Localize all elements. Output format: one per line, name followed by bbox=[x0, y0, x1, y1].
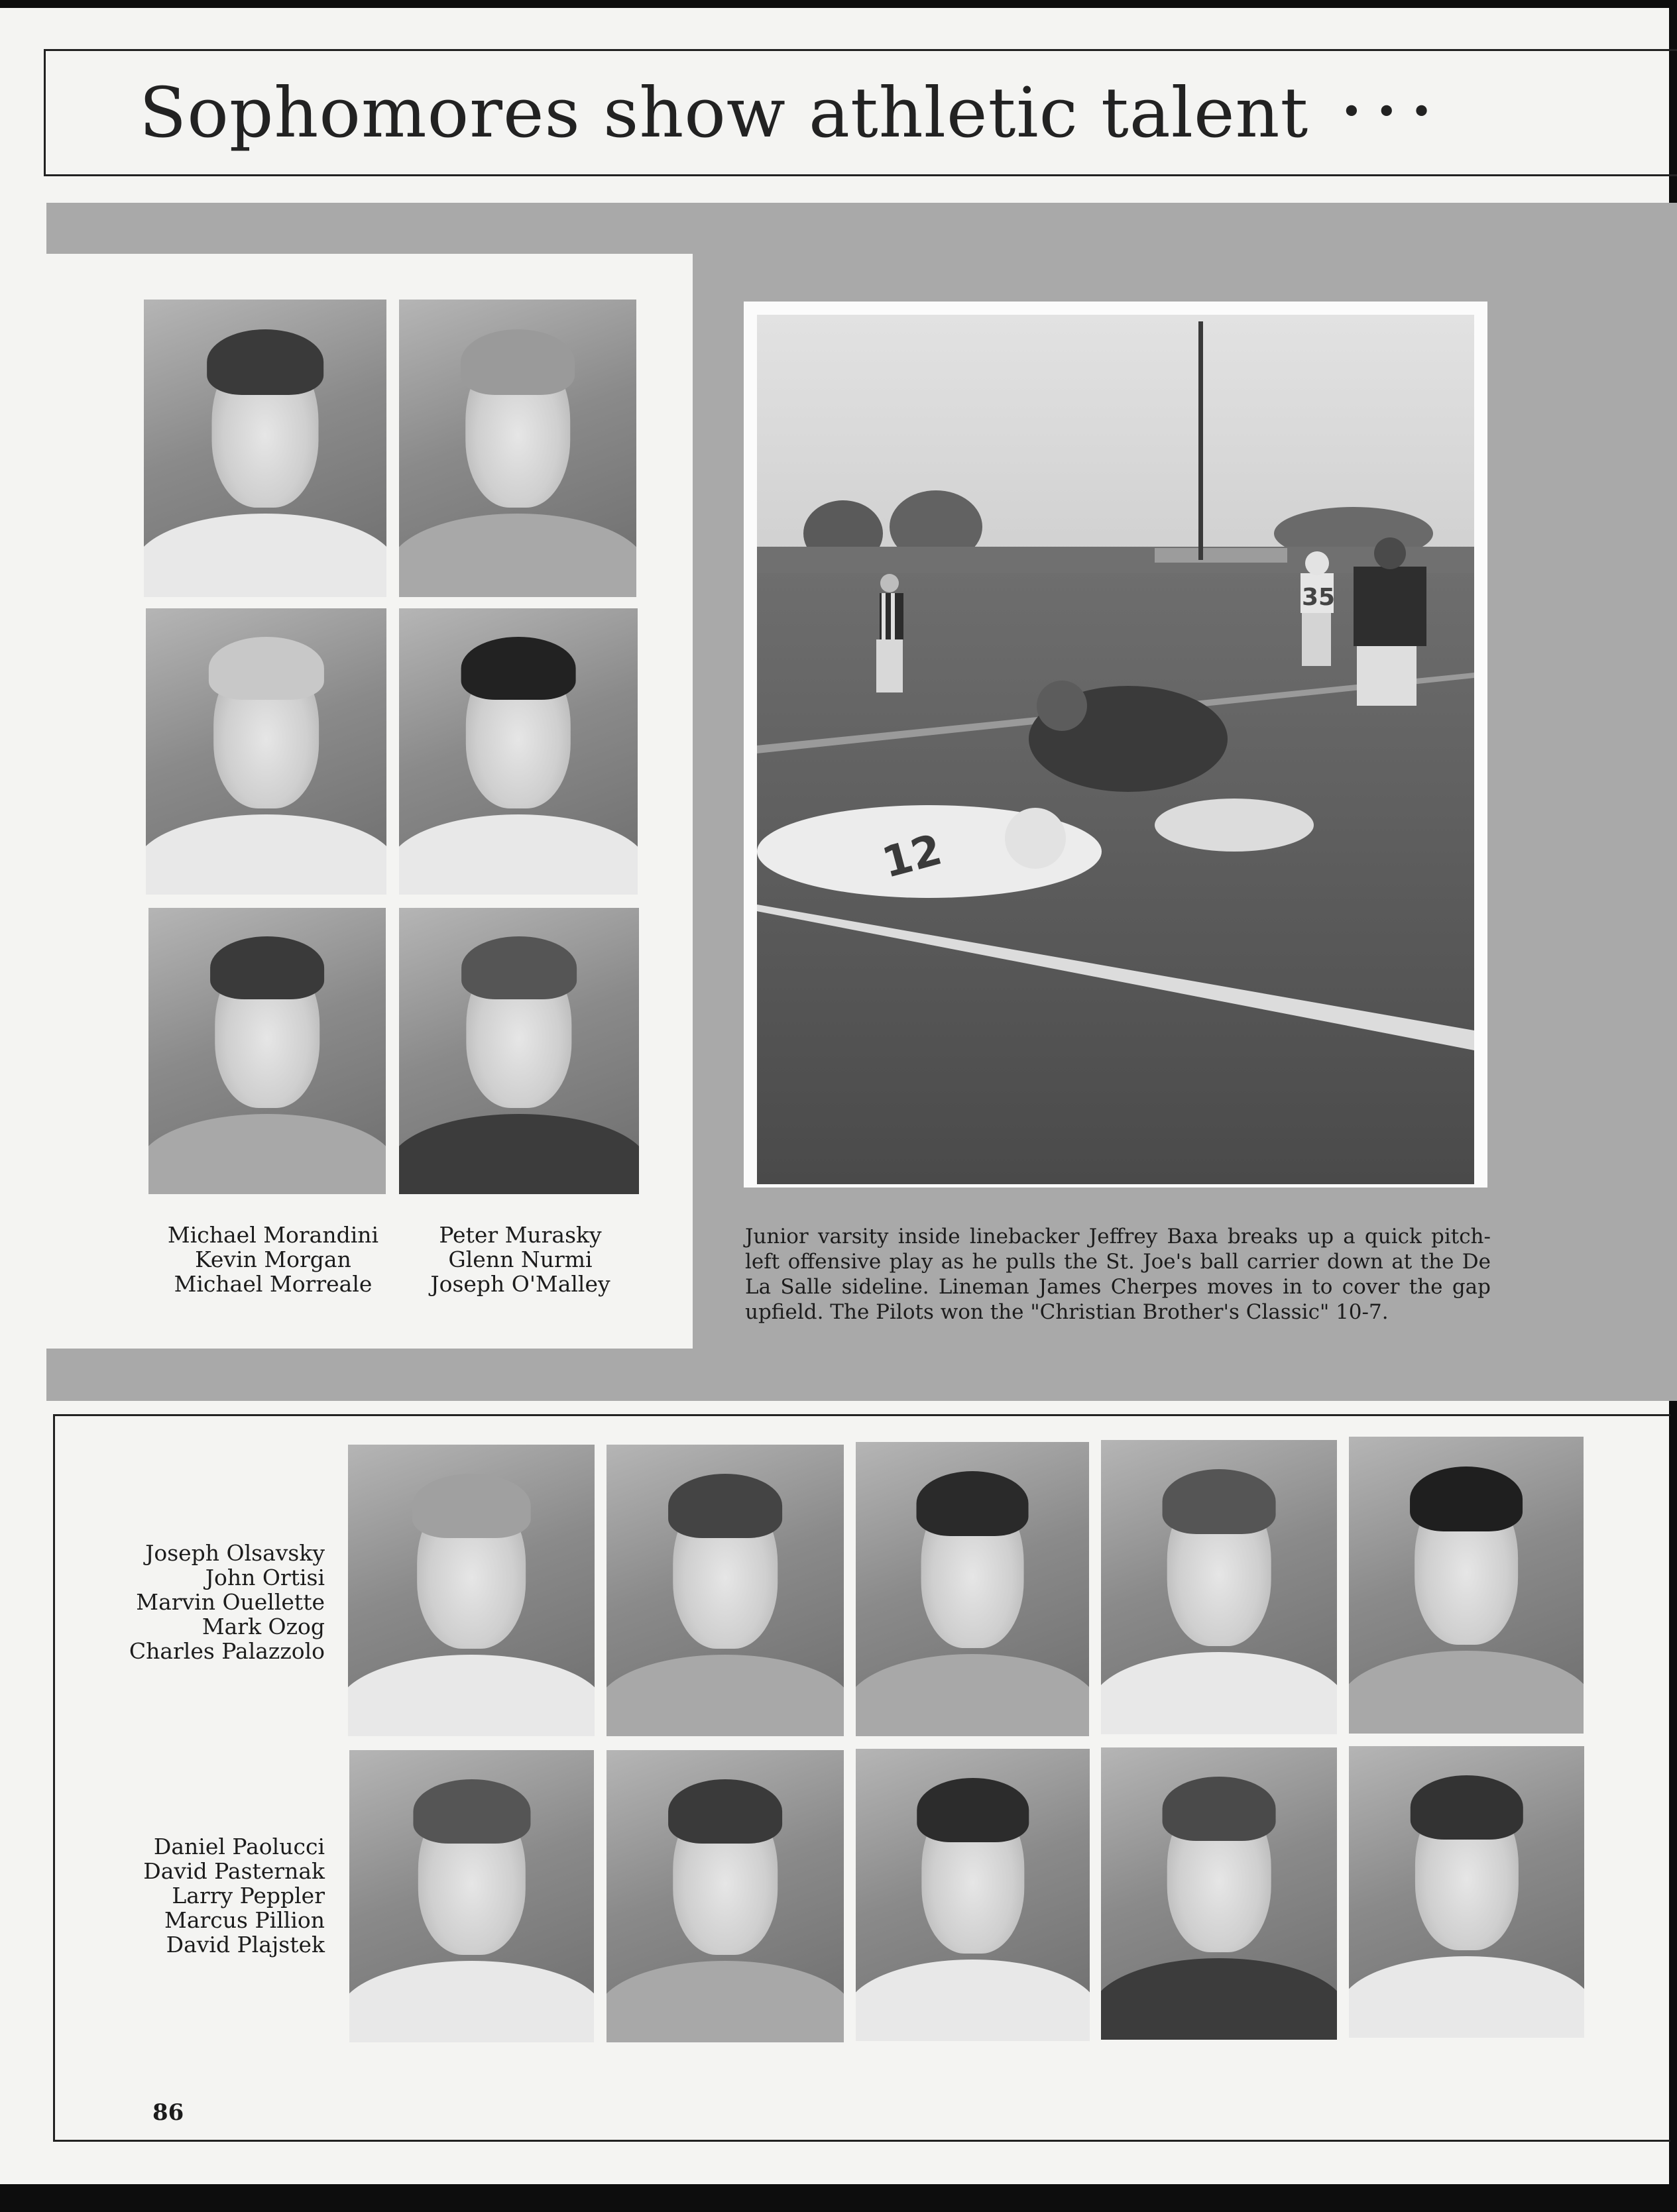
portrait-marvin-ouellette bbox=[856, 1442, 1089, 1736]
portrait-david-plajstek bbox=[1349, 1746, 1584, 2038]
portrait-charles-palazzolo bbox=[1349, 1437, 1584, 1734]
student-name: Larry Peppler bbox=[172, 1883, 325, 1908]
page-edge-bottom bbox=[0, 2184, 1677, 2212]
portrait-marcus-pillion bbox=[1101, 1747, 1337, 2040]
portrait-peter-murasky bbox=[399, 300, 636, 597]
portrait-michael-morandini bbox=[144, 300, 386, 597]
portrait-kevin-morgan bbox=[146, 608, 386, 895]
student-name: Michael Morreale bbox=[174, 1271, 373, 1297]
student-name: Marvin Ouellette bbox=[136, 1589, 325, 1615]
student-name: John Ortisi bbox=[205, 1565, 325, 1590]
student-name: Joseph O'Malley bbox=[430, 1271, 610, 1297]
photo-caption: Junior varsity inside linebacker Jeffrey Baxa breaks up a quick pitch-left offensive play as he pulls the St. Joe's ball carrier down at the De La Salle sideline. Lineman James Cherpes moves in to cover the gap upfield. The Pilots won the "Christian Brother's Classic" 10-7. bbox=[745, 1225, 1491, 1324]
names-left-column bbox=[141, 1223, 406, 1296]
jersey-number-35: 35 bbox=[1302, 584, 1336, 611]
student-name: David Plajstek bbox=[166, 1932, 325, 1958]
portrait-john-ortisi bbox=[607, 1445, 844, 1736]
page-number: 86 bbox=[152, 2099, 184, 2126]
portrait-glenn-nurmi bbox=[399, 608, 638, 895]
football-scene bbox=[757, 315, 1474, 1184]
portrait-joseph-omalley bbox=[399, 908, 639, 1194]
student-name: Kevin Morgan bbox=[195, 1246, 351, 1272]
portrait-michael-morreale bbox=[148, 908, 386, 1194]
portrait-david-pasternak bbox=[607, 1750, 844, 2042]
portrait-joseph-olsavsky bbox=[348, 1445, 595, 1736]
row2-names bbox=[53, 1834, 325, 1957]
student-name: Marcus Pillion bbox=[164, 1907, 325, 1933]
student-name: Glenn Nurmi bbox=[448, 1246, 593, 1272]
portrait-larry-peppler bbox=[856, 1749, 1090, 2041]
portrait-daniel-paolucci bbox=[349, 1750, 594, 2042]
student-name: Charles Palazzolo bbox=[129, 1638, 325, 1664]
page-title-text: Sophomores show athletic talent bbox=[139, 72, 1309, 153]
portrait-mark-ozog bbox=[1101, 1440, 1337, 1734]
row1-names bbox=[53, 1541, 325, 1663]
page-title bbox=[139, 72, 1434, 153]
student-name: Joseph Olsavsky bbox=[145, 1540, 325, 1566]
names-right-column bbox=[388, 1223, 653, 1296]
student-name: Peter Murasky bbox=[439, 1222, 602, 1248]
title-dots: • • • bbox=[1340, 91, 1434, 134]
page-edge-top bbox=[0, 0, 1677, 8]
jersey-number-12: 12 bbox=[877, 825, 947, 889]
student-name: David Pasternak bbox=[143, 1858, 325, 1884]
student-name: Daniel Paolucci bbox=[153, 1834, 325, 1859]
football-action-photo bbox=[757, 315, 1474, 1184]
student-name: Michael Morandini bbox=[167, 1222, 379, 1248]
student-name: Mark Ozog bbox=[202, 1614, 325, 1639]
